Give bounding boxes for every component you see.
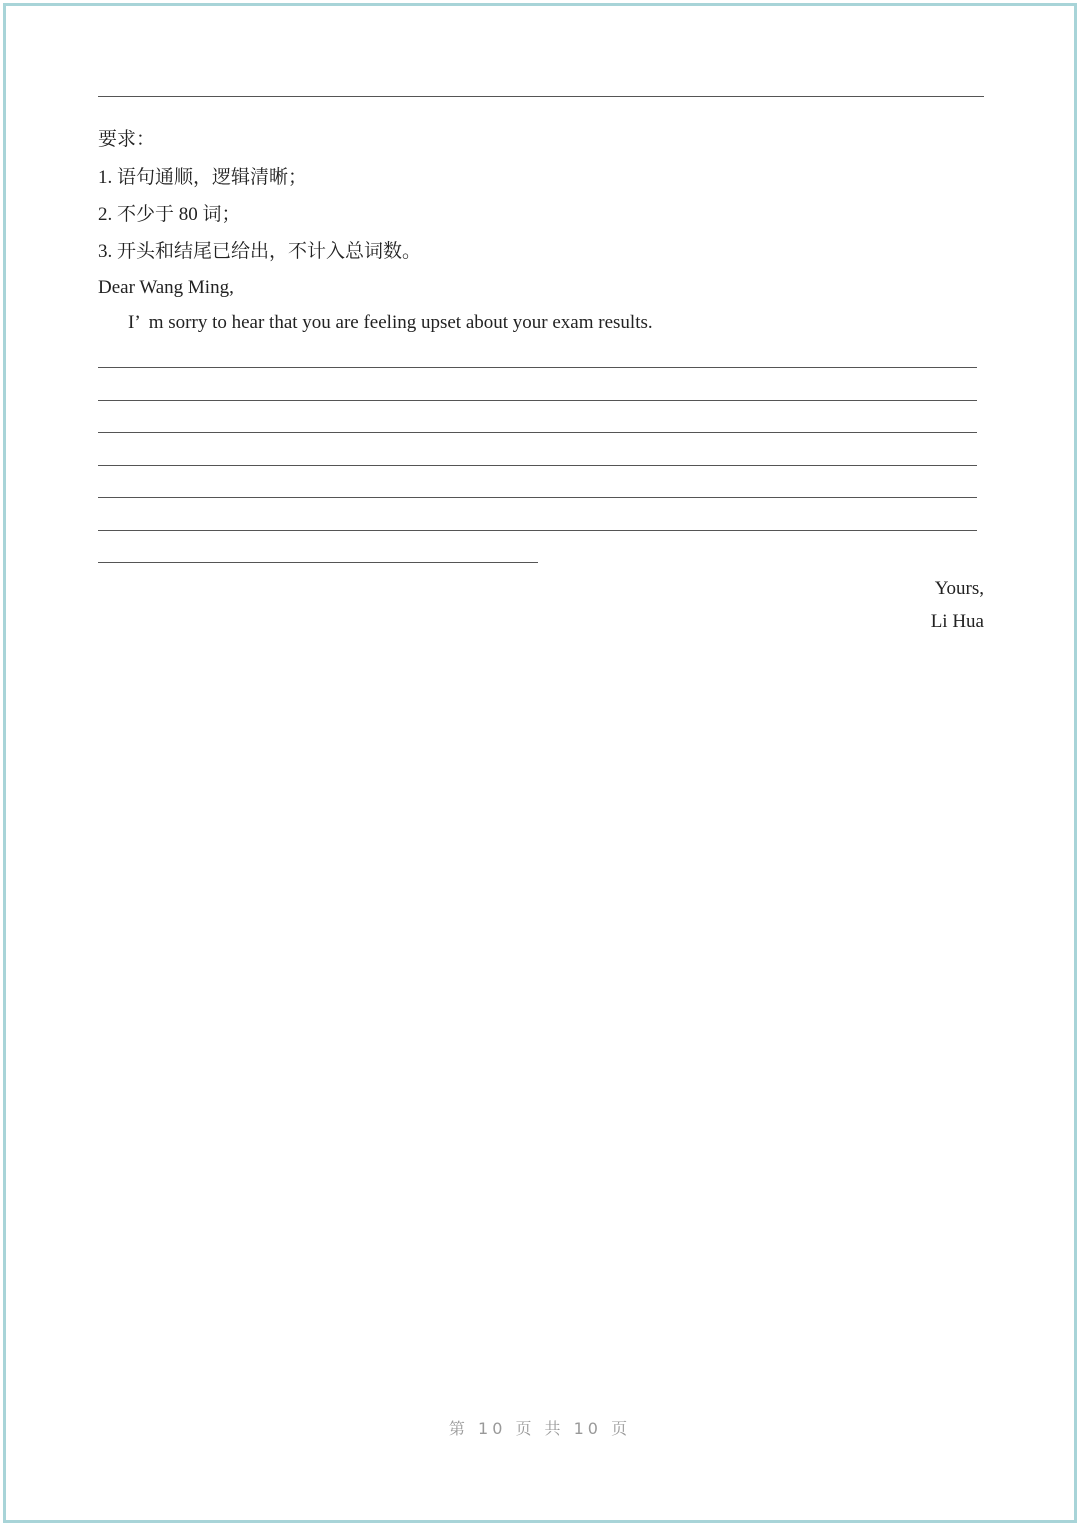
requirement-item-3: 3. 开头和结尾已给出，不计入总词数。 <box>98 241 422 262</box>
answer-line[interactable] <box>98 497 977 498</box>
letter-opening-sentence: I’ m sorry to hear that you are feeling upset about your exam results. <box>128 312 653 333</box>
requirement-item-2: 2. 不少于 80 词； <box>98 204 241 225</box>
answer-line-last[interactable] <box>98 562 538 563</box>
top-answer-line <box>98 96 984 97</box>
answer-writing-area[interactable] <box>98 367 977 595</box>
letter-signature: Li Hua <box>930 611 984 632</box>
answer-line[interactable] <box>98 465 977 466</box>
requirements-title: 要求： <box>98 129 156 150</box>
answer-line[interactable] <box>98 400 977 401</box>
answer-line[interactable] <box>98 367 977 368</box>
answer-line[interactable] <box>98 432 977 433</box>
requirement-item-1: 1. 语句通顺，逻辑清晰； <box>98 167 308 188</box>
page-frame <box>3 3 1077 1523</box>
letter-salutation: Dear Wang Ming, <box>98 277 234 298</box>
page-number-footer: 第 10 页 共 10 页 <box>448 1419 632 1438</box>
answer-line[interactable] <box>98 530 977 531</box>
letter-closing: Yours, <box>934 578 984 599</box>
